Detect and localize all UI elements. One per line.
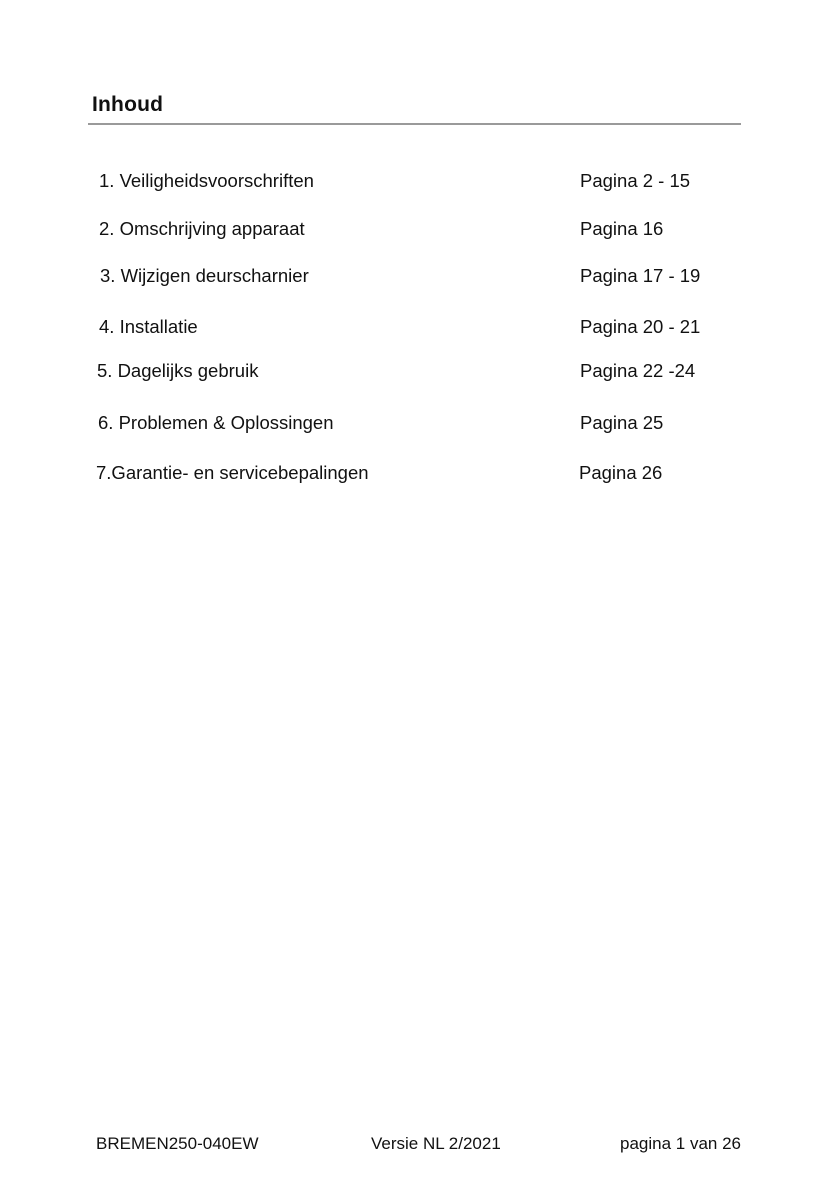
page-title: Inhoud: [92, 93, 164, 116]
toc-entry-page: Pagina 2 - 15: [580, 170, 691, 191]
toc-entry-page: Pagina 26: [579, 462, 663, 483]
toc-entry-title: 4. Installatie: [99, 316, 198, 337]
toc-entry: [0, 263, 840, 289]
footer-version: Versie NL 2/2021: [371, 1134, 501, 1153]
toc-entry-title: 1. Veiligheidsvoorschriften: [99, 170, 314, 191]
toc-entry-title: 6. Problemen & Oplossingen: [98, 412, 334, 433]
toc-entry-title: 3. Wijzigen deurscharnier: [100, 265, 309, 286]
heading-divider: [88, 123, 741, 125]
toc-entry: [0, 216, 840, 242]
footer-page-number: pagina 1 van 26: [620, 1134, 741, 1153]
toc-entry-page: Pagina 22 -24: [580, 360, 696, 381]
toc-entry-title: 5. Dagelijks gebruik: [97, 360, 259, 381]
toc-entry-page: Pagina 20 - 21: [580, 316, 701, 337]
toc-entry-title: 7.Garantie- en servicebepalingen: [96, 462, 369, 483]
toc-entry: [0, 168, 840, 194]
toc-entry-page: Pagina 16: [580, 218, 664, 239]
toc-entry: [0, 410, 840, 436]
toc-entry: [0, 358, 840, 384]
toc-entry-title: 2. Omschrijving apparaat: [99, 218, 305, 239]
toc-entry: [0, 314, 840, 340]
toc-entry: [0, 460, 840, 486]
toc-entry-page: Pagina 25: [580, 412, 664, 433]
toc-entry-page: Pagina 17 - 19: [580, 265, 701, 286]
footer-model: BREMEN250-040EW: [96, 1134, 259, 1153]
